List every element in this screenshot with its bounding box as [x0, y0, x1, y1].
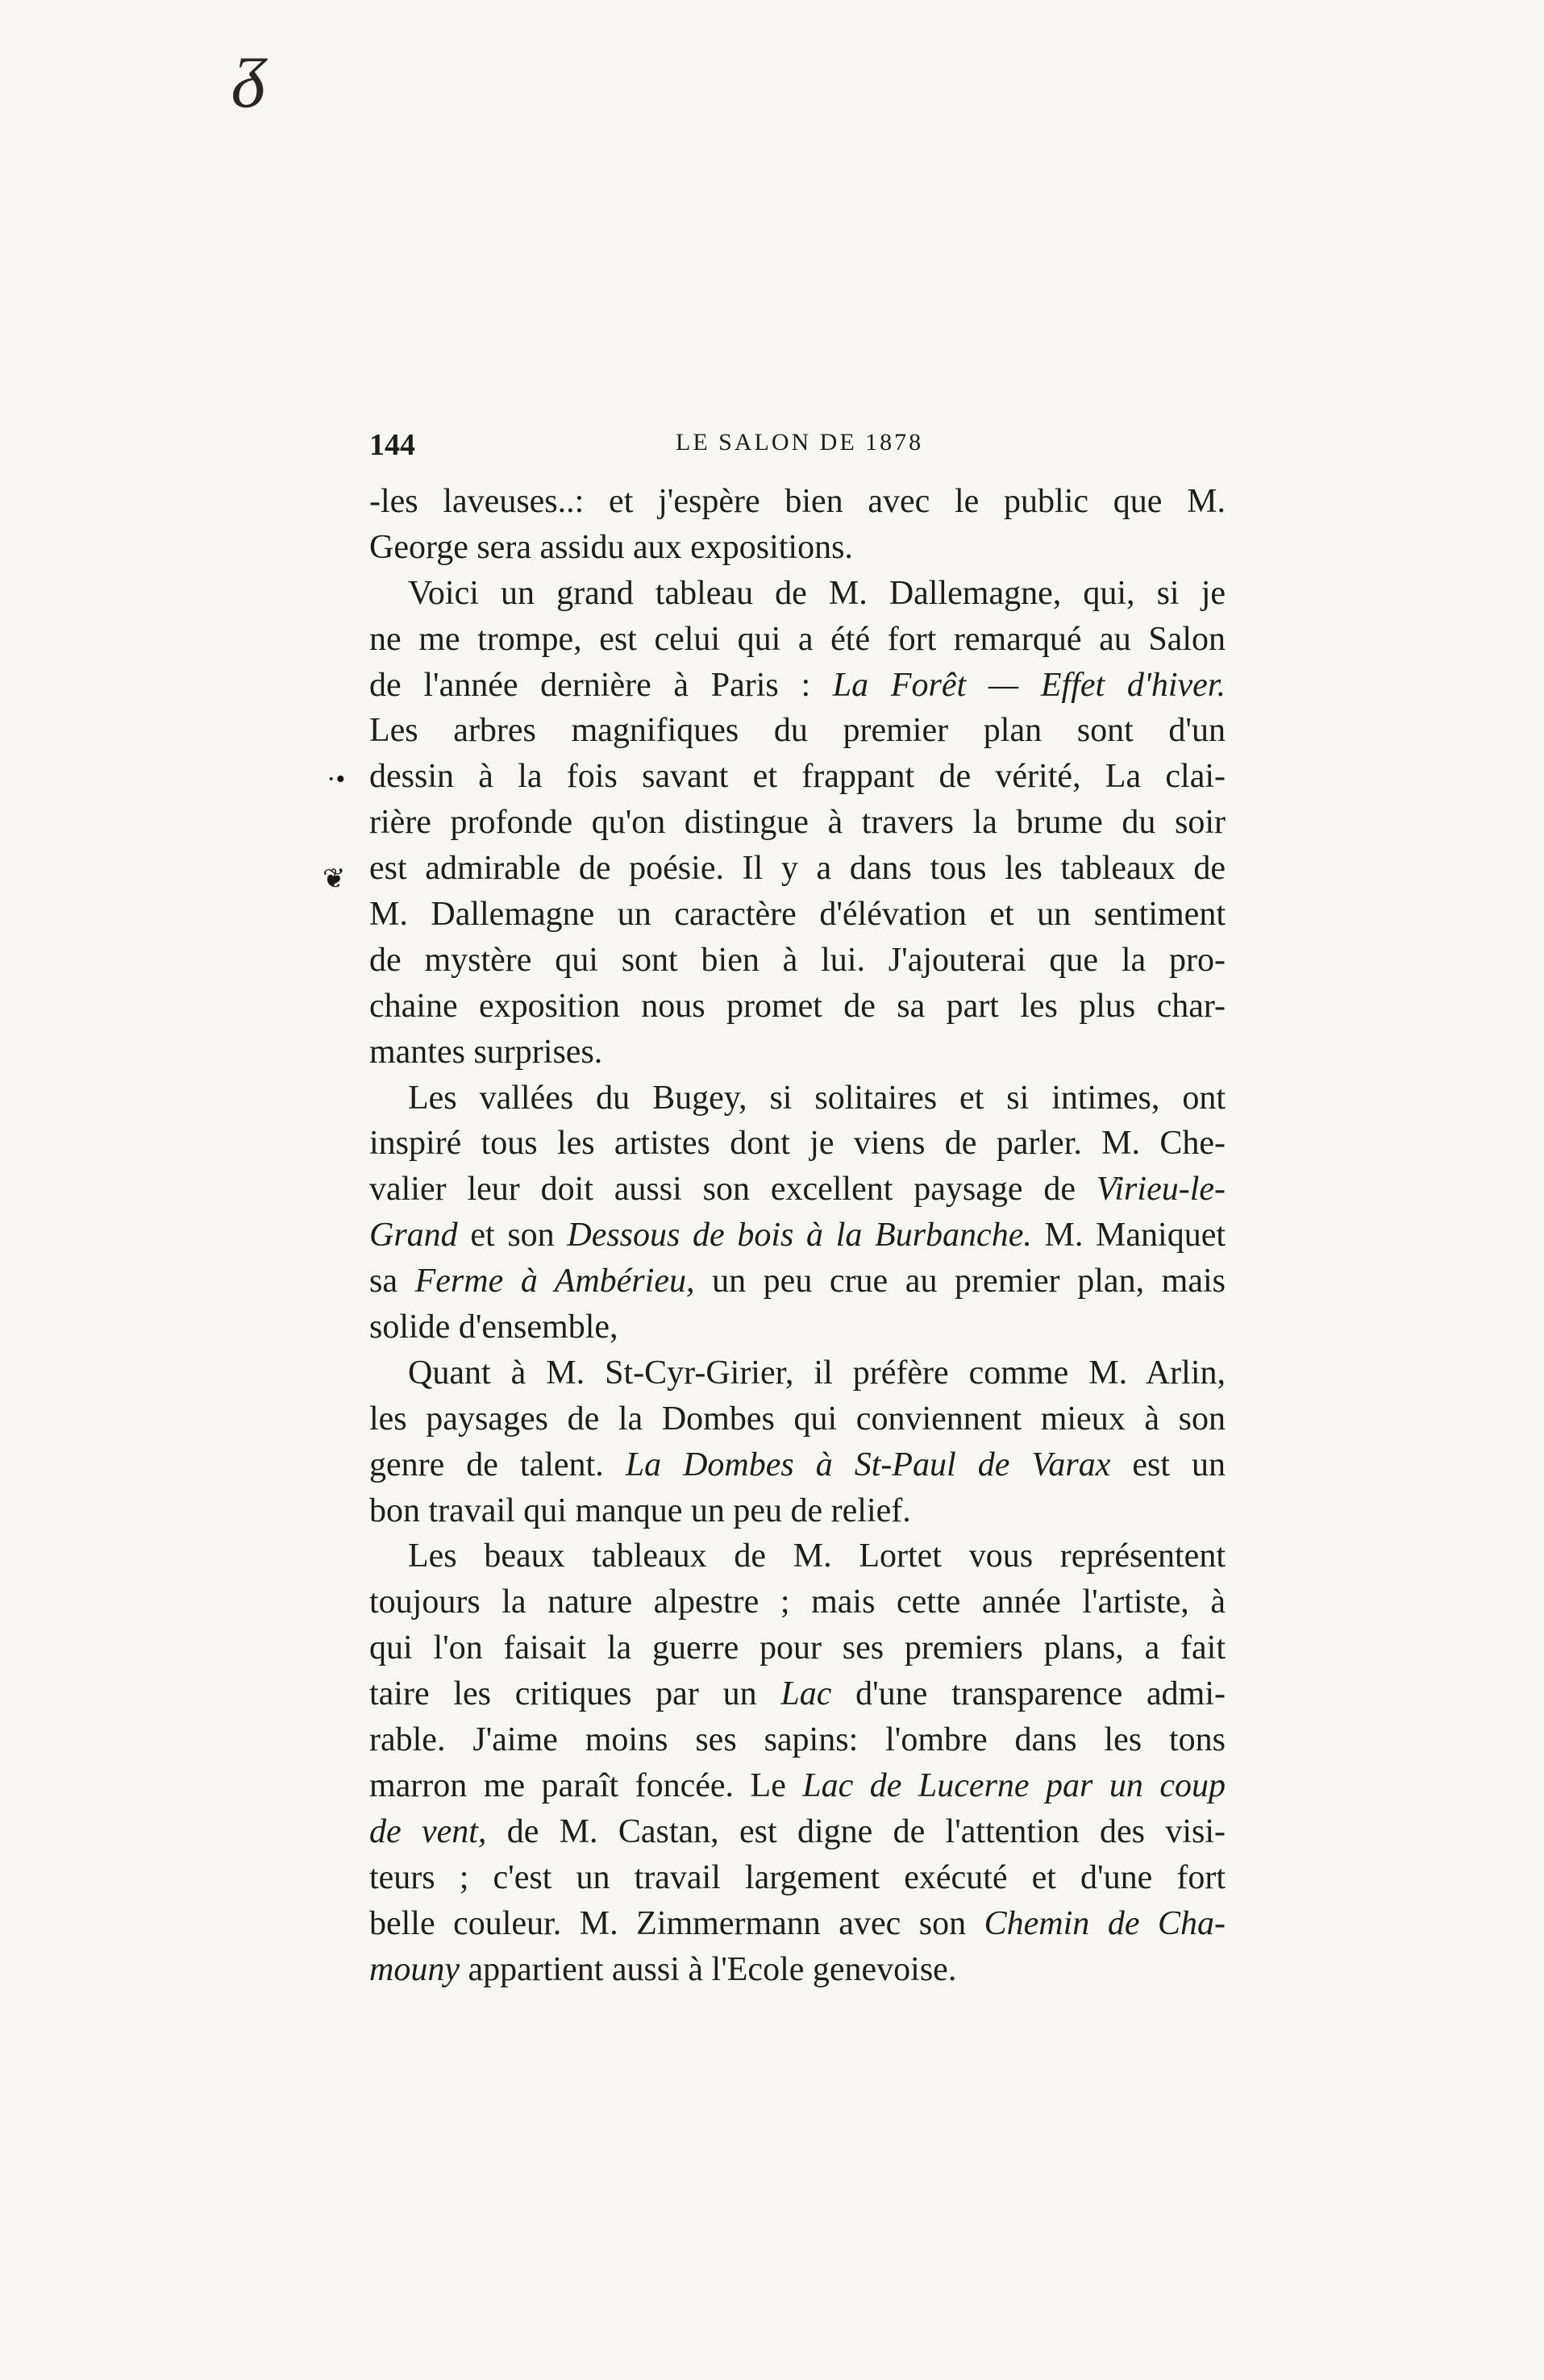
text-span: toujours la nature alpestre ; mais cette année l'artiste, à [369, 1583, 1226, 1621]
artwork-title: Grand [369, 1217, 458, 1254]
text-line [369, 1121, 1226, 1167]
text-line [369, 1671, 1226, 1717]
text-span: est admirable de poésie. Il y a dans tous les tableaux de [369, 850, 1226, 888]
text-line [369, 754, 1226, 800]
text-span: genre de talent. [369, 1446, 626, 1483]
text-span: rable. J'aime moins ses sapins: l'ombre dans les tons [369, 1721, 1226, 1759]
margin-mark: ❦ [323, 864, 346, 894]
text-span: teurs ; c'est un travail largement exécuté et d'une fort [369, 1858, 1226, 1896]
text-span: dessin à la fois savant et frappant de vérité, La clai- [369, 758, 1226, 796]
text-line [369, 571, 1226, 617]
text-line [369, 1901, 1226, 1947]
text-line [369, 800, 1226, 846]
text-span: Les vallées du Bugey, si solitaires et si intimes, ont [408, 1079, 1226, 1117]
text-span: sa [369, 1263, 415, 1300]
text-span: qui l'on faisait la guerre pour ses premiers plans, a fait [369, 1629, 1226, 1667]
text-span: chaine exposition nous promet de sa part les plus char- [369, 987, 1226, 1025]
artwork-title: de vent, [369, 1812, 487, 1850]
artwork-title: Virieu-le- [1096, 1171, 1226, 1209]
text-span: d'une transparence admi- [831, 1675, 1226, 1713]
text-line [369, 938, 1226, 984]
text-span: bon travail qui manque un peu de relief. [369, 1492, 911, 1529]
text-line [369, 1625, 1226, 1671]
text-span: inspiré tous les artistes dont je viens de parler. M. Che- [369, 1125, 1226, 1163]
text-line [369, 1396, 1226, 1442]
text-line [369, 1350, 1226, 1396]
page-header [369, 427, 1224, 476]
text-span: et son [457, 1217, 568, 1254]
text-span: M. Dallemagne un caractère d'élévation et un sentiment [369, 896, 1226, 934]
text-line [369, 1947, 1226, 1993]
artwork-title: La Dombes à St-Paul de Varax [625, 1446, 1111, 1483]
text-line [369, 1213, 1226, 1259]
text-span: de M. Castan, est digne de l'attention des visi- [486, 1812, 1226, 1850]
text-line [369, 1076, 1226, 1121]
margin-mark: ·• [327, 764, 346, 794]
text-line [369, 1167, 1226, 1213]
text-line [369, 1259, 1226, 1304]
text-span: Les arbres magnifiques du premier plan sont d'un [369, 712, 1226, 750]
text-line [369, 984, 1226, 1030]
artwork-title: Ferme à Ambérieu, [414, 1263, 695, 1300]
text-line [369, 479, 1226, 525]
folio-mark: ᵹ [234, 28, 268, 108]
artwork-title: mouny [369, 1950, 460, 1988]
text-span: -les laveuses..: et j'espère bien avec le public que M. [369, 483, 1226, 520]
artwork-title: Lac [780, 1675, 832, 1713]
text-line [369, 617, 1226, 663]
text-span: de mystère qui sont bien à lui. J'ajouterai que la pro- [369, 941, 1226, 979]
text-span: ne me trompe, est celui qui a été fort remarqué au Salon [369, 620, 1226, 658]
text-line [369, 1763, 1226, 1809]
text-span: belle couleur. M. Zimmermann avec son [369, 1904, 984, 1942]
text-span: appartient aussi à l'Ecole genevoise. [459, 1950, 957, 1988]
text-line [369, 846, 1226, 892]
text-line [369, 663, 1226, 709]
text-line [369, 1304, 1226, 1350]
text-line [369, 1488, 1226, 1534]
artwork-title: La Forêt — Effet d'hiver. [832, 666, 1226, 704]
text-line [369, 1809, 1226, 1855]
text-line [369, 1579, 1226, 1625]
text-span: un peu crue au premier plan, mais [694, 1263, 1226, 1300]
text-span: de l'année dernière à Paris : [369, 666, 833, 704]
text-span: Quant à M. St-Cyr-Girier, il préfère comme M. Arlin, [408, 1354, 1226, 1392]
artwork-title: Lac de Lucerne par un coup [802, 1766, 1226, 1804]
text-span: taire les critiques par un [369, 1675, 781, 1713]
text-span: M. Maniquet [1031, 1217, 1226, 1254]
artwork-title: Dessous de bois à la Burbanche. [567, 1217, 1032, 1254]
text-line [369, 525, 1226, 571]
text-span: marron me paraît foncée. Le [369, 1766, 803, 1804]
text-line [369, 708, 1226, 754]
running-title: LE SALON DE 1878 [676, 429, 924, 456]
text-span: Voici un grand tableau de M. Dallemagne, qui, si je [408, 574, 1226, 612]
artwork-title: Chemin de Cha- [984, 1904, 1226, 1942]
body-text [369, 479, 1226, 1992]
text-span: valier leur doit aussi son excellent paysage de [369, 1171, 1097, 1209]
text-line [369, 892, 1226, 938]
text-span: rière profonde qu'on distingue à travers la brume du soir [369, 804, 1226, 842]
page-number: 144 [369, 428, 415, 462]
text-span: George sera assidu aux expositions. [369, 528, 853, 566]
text-line [369, 1533, 1226, 1579]
text-span: mantes surprises. [369, 1033, 603, 1071]
text-span: solide d'ensemble, [369, 1309, 618, 1346]
text-line [369, 1717, 1226, 1763]
text-span: Les beaux tableaux de M. Lortet vous représentent [408, 1537, 1226, 1575]
text-line [369, 1442, 1226, 1488]
text-line [369, 1030, 1226, 1076]
text-span: les paysages de la Dombes qui conviennent mieux à son [369, 1400, 1226, 1438]
text-line [369, 1855, 1226, 1901]
text-span: est un [1110, 1446, 1226, 1483]
